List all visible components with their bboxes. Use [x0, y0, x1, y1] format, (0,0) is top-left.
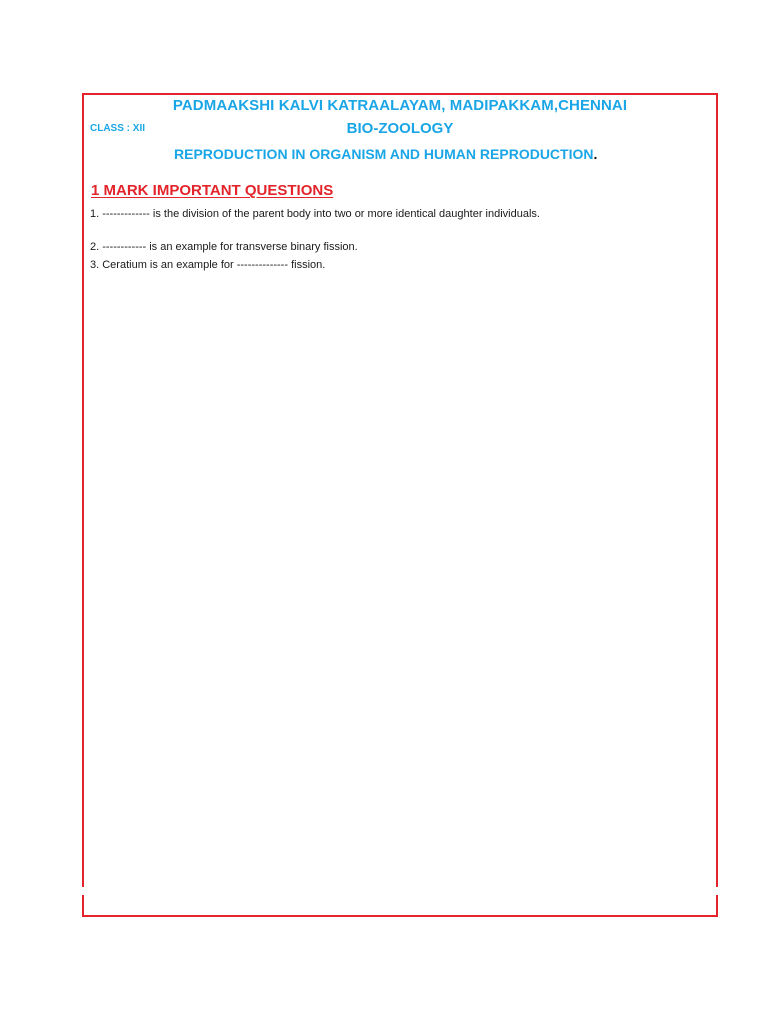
question-1: 1. ------------- is the division of the parent body into two or more identical daughter individuals.: [90, 208, 540, 220]
chapter-title-text: REPRODUCTION IN ORGANISM AND HUMAN REPRODUCTION: [174, 146, 594, 162]
question-3: 3. Ceratium is an example for -------------- fission.: [90, 259, 326, 271]
school-name: PADMAAKSHI KALVI KATRAALAYAM, MADIPAKKAM,CHENNAI: [172, 97, 628, 114]
subject-title: BIO-ZOOLOGY: [346, 120, 454, 137]
question-2: 2. ------------ is an example for transverse binary fission.: [90, 241, 358, 253]
chapter-title-period: .: [593, 146, 598, 162]
chapter-title: [174, 146, 597, 162]
border-gap-left: [80, 887, 86, 895]
class-label: CLASS : XII: [90, 123, 146, 134]
section-heading: 1 MARK IMPORTANT QUESTIONS: [91, 182, 334, 199]
border-gap-right: [715, 887, 721, 895]
